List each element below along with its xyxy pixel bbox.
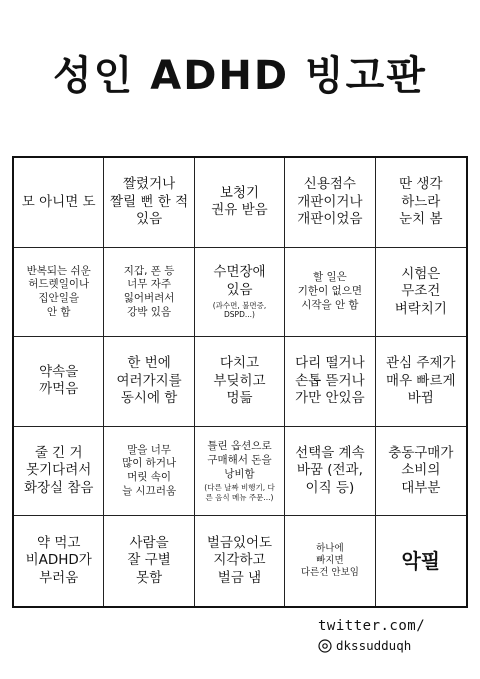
bingo-cell bbox=[104, 516, 194, 606]
bingo-cell bbox=[104, 337, 194, 427]
bingo-cell-text: 시험은 무조건 벼락치기 bbox=[394, 265, 447, 317]
bingo-cell bbox=[376, 248, 466, 338]
bingo-cell-text: 다리 떨거나 손톱 뜯거나 가만 안있음 bbox=[295, 355, 365, 407]
bingo-cell-text: 신용점수 개판이거나 개판이었음 bbox=[297, 175, 363, 228]
bingo-cell-text: 하나에 빠지면 다른건 안보임 bbox=[300, 542, 359, 579]
bingo-cell bbox=[14, 248, 104, 338]
bingo-cell-text: 지갑, 폰 등 너무 자주 잃어버려서 강박 있음 bbox=[123, 264, 175, 318]
bingo-cell-text: 할 일은 기한이 없으면 시작을 안 함 bbox=[297, 271, 362, 311]
bingo-cell-text: 약속을 까먹음 bbox=[39, 363, 79, 398]
bingo-cell bbox=[195, 427, 285, 517]
bingo-cell bbox=[195, 516, 285, 606]
bingo-cell bbox=[376, 516, 466, 606]
bingo-cell bbox=[104, 427, 194, 517]
bingo-cell-text: 짤렸거나 짤릴 뻔 한 적 있음 bbox=[110, 175, 189, 228]
bingo-cell-text: 보청기 권유 받음 bbox=[211, 184, 268, 219]
bingo-cell-text: 관심 주제가 매우 빠르게 바뀜 bbox=[386, 355, 456, 407]
bingo-cell-note: (다른 날짜 비행기, 다 른 음식 메뉴 주문...) bbox=[204, 483, 275, 502]
bingo-cell-note: (과수면, 불면증, DSPD...) bbox=[212, 301, 267, 320]
bingo-cell bbox=[195, 158, 285, 248]
bingo-cell bbox=[195, 248, 285, 338]
bingo-cell bbox=[285, 427, 375, 517]
bingo-cell bbox=[14, 158, 104, 248]
twitter-handle: dkssudduqh bbox=[336, 638, 412, 653]
bingo-cell-text: 한 번에 여러가지를 동시에 함 bbox=[116, 355, 182, 407]
bingo-cell bbox=[14, 337, 104, 427]
bingo-cell bbox=[104, 158, 194, 248]
bingo-cell-text: 악필 bbox=[401, 549, 441, 574]
bingo-cell bbox=[14, 516, 104, 606]
bingo-cell-text: 벌금있어도 지각하고 벌금 냄 bbox=[206, 534, 273, 586]
bingo-cell bbox=[376, 158, 466, 248]
bingo-cell-text: 선택을 계속 바꿈 (전과, 이직 등) bbox=[295, 444, 365, 496]
handle-row bbox=[318, 638, 468, 653]
bingo-cell bbox=[376, 337, 466, 427]
bingo-board bbox=[12, 156, 468, 608]
bingo-cell-text: 다치고 부딪히고 멍듦 bbox=[213, 355, 266, 407]
credits bbox=[318, 618, 468, 653]
bingo-cell bbox=[285, 516, 375, 606]
twitter-url: twitter.com/ bbox=[318, 618, 426, 634]
bingo-cell-text: 수면장애 있음 bbox=[213, 263, 266, 298]
bingo-cell-text: 충동구매가 소비의 대부분 bbox=[388, 444, 454, 496]
bingo-cell bbox=[14, 427, 104, 517]
bingo-cell-text: 모 아니면 도 bbox=[21, 193, 96, 210]
page-title: 성인 ADHD 빙고판 bbox=[53, 53, 427, 99]
bingo-cell bbox=[104, 248, 194, 338]
bingo-cell bbox=[285, 248, 375, 338]
bingo-cell-text: 사람을 잘 구별 못함 bbox=[127, 534, 171, 586]
bingo-cell-text: 말을 너무 많이 하거나 머릿 속이 늘 시끄러움 bbox=[122, 443, 177, 497]
bingo-cell bbox=[285, 337, 375, 427]
bingo-cell bbox=[376, 427, 466, 517]
bingo-cell-text: 틀린 옵션으로 구매해서 돈을 낭비함 bbox=[207, 440, 272, 480]
bingo-cell-text: 줄 긴 거 못기다려서 화장실 참음 bbox=[23, 444, 94, 496]
bingo-cell-text: 약 먹고 비ADHD가 부러움 bbox=[25, 534, 92, 586]
at-icon bbox=[318, 639, 332, 653]
bingo-cell bbox=[195, 337, 285, 427]
bingo-cell bbox=[285, 158, 375, 248]
bingo-cell-text: 반복되는 쉬운 허드렛일이나 집안일을 안 함 bbox=[26, 264, 91, 318]
bingo-cell-text: 딴 생각 하느라 눈치 봄 bbox=[399, 175, 443, 228]
